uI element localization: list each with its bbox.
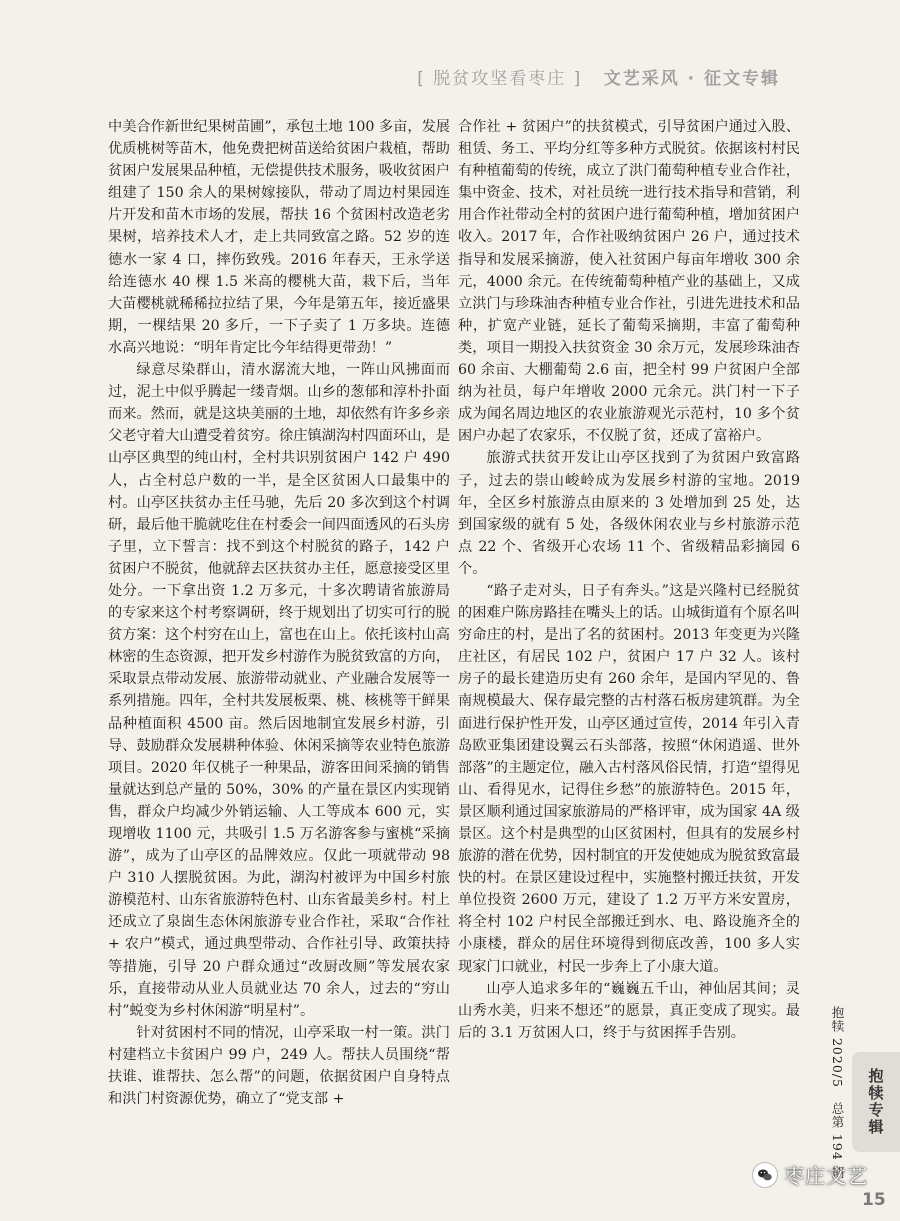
paragraph: “路子走对头，日子有奔头。”这是兴隆村已经脱贫的困难户陈房路挂在嘴头上的话。山城街道有个原名叫穷命庄的村，是出了名的贫困村。2013 年变更为兴隆庄社区，有居民 102 户，贫困户 17 户 32 人。该村房子的最长建造历史有 260 余年，是国内罕见的、鲁南规模最大、保存最完整的古村落石板房建筑群。为全面进行保护性开发，山亭区通过宣传，2014 年引入青岛欧亚集团建设翼云石头部落，按照“休闲逍遥、世外部落”的主题定位，融入古村落风俗民情，打造“望得见山、看得见水，记得住乡愁”的旅游特色。2015 年，景区顺利通过国家旅游局的严格评审，成为国家 4A 级景区。这个村是典型的山区贫困村，但具有的发展乡村旅游的潜在优势，因村制宜的开发使她成为脱贫致富最快的村。在景区建设过程中，实施整村搬迁扶贫，开发单位投资 2600 万元，建设了 1.2 万平方米安置房，将全村 102 户村民全部搬迁到水、电、路设施齐全的小康楼，群众的居住环境得到彻底改善，100 多人实现家门口就业，村民一步奔上了小康大道。	[458, 582, 800, 975]
paragraph: 合作社 + 贫困户”的扶贫模式，引导贫困户通过入股、租赁、务工、平均分红等多种方式脱贫。依据该村村民有种植葡萄的传统，成立了洪门葡萄种植专业合作社，集中资金、技术，对社员统一进行技术指导和营销，利用合作社带动全村的贫困户进行葡萄种植，增加贫困户收入。2017 年，合作社吸纳贫困户 26 户，通过技术指导和发展采摘游，使入社贫困户每亩年增收 300 余元，4000 余元。在传统葡萄种植产业的基础上，又成立洪门与珍珠油杏种植专业合作社，引进先进技术和品种，扩宽产业链，延长了葡萄采摘期，丰富了葡萄种类，项目一期投入扶贫资金 30 余万元，发展珍珠油杏 60 余亩、大棚葡萄 2.6 亩，把全村 99 户贫困户全部纳为社员，每户年增收 2000 元余元。洪门村一下子成为闻名周边地区的农业旅游观光示范村，10 多个贫困户办起了农家乐，不仅脱了贫，还成了富裕户。	[458, 119, 800, 445]
wechat-icon	[752, 1162, 778, 1188]
page-number: 15	[862, 1190, 886, 1210]
paragraph: 中美合作新世纪果树苗圃”，承包土地 100 多亩，发展优质桃树等苗木，他免费把树苗送给贫困户栽植，帮助贫困户发展果品种植，无偿提供技术服务，吸收贫困户组建了 150 余人的果树嫁接队，带动了周边村果园连片开发和苗木市场的发展，帮扶 16 个贫困村改造老劣果树，培养技术人才，走上共同致富之路。52 岁的连德水一家 4 口，摔伤致残。2016 年春天，王永学送给连德水 40 棵 1.5 米高的樱桃大苗，栽下后，当年大苗樱桃就稀稀拉拉结了果，今年是第五年，接近盛果期，一棵结果 20 多斤，一下子卖了 1 万多块。连德水高兴地说：“明年肯定比今年结得更带劲！”	[108, 119, 450, 356]
article-column-right	[458, 116, 800, 1044]
wechat-account-name: 枣庄文艺	[784, 1164, 868, 1188]
paragraph: 旅游式扶贫开发让山亭区找到了为贫困户致富路子，过去的崇山峻岭成为发展乡村游的宝地。2019 年，全区乡村旅游点由原来的 3 处增加到 25 处，达到国家级的就有 5 处，各级休闲农业与乡村旅游示范点 22 个、省级开心农场 11 个、省级精品彩摘园 6 个。	[458, 450, 800, 577]
wechat-watermark	[752, 1160, 868, 1189]
article-column-left	[108, 116, 450, 1110]
page-header	[417, 64, 780, 89]
total-issue-text: 总第 194 期	[830, 1101, 845, 1180]
issue-info	[828, 1006, 846, 1179]
side-tab-label: 抱犊专辑	[866, 1068, 885, 1136]
paragraph: 绿意尽染群山，清水潺流大地，一阵山风拂面而过，泥土中似乎腾起一缕青烟。山乡的葱郁和淳朴扑面而来。然而，就是这块美丽的土地，却依然有许多乡亲父老守着大山遭受着贫穷。徐庄镇湖沟村四面环山，是山亭区典型的纯山村，全村共识别贫困户 142 户 490 人，占全村总户数的一半，是全区贫困人口最集中的村。山亭区扶贫办主任马驰，先后 20 多次到这个村调研，最后他干脆就吃住在村委会一间四面透风的石头房子里，立下誓言：找不到这个村脱贫的路子，142 户贫困户不脱贫，他就辞去区扶贫办主任，愿意接受区里处分。一下拿出资 1.2 万多元，十多次聘请省旅游局的专家来这个村考察调研，终于规划出了切实可行的脱贫方案：这个村穷在山上，富也在山上。依托该村山高林密的生态资源，把开发乡村游作为脱贫致富的方向，采取景点带动发展、旅游带动就业、产业融合发展等一系列措施。四年，全村共发展板栗、桃、核桃等干鲜果品种植面积 4500 亩。然后因地制宜发展乡村游，引导、鼓励群众发展耕种体验、休闲采摘等农业特色旅游项目。2020 年仅桃子一种果品，游客田间采摘的销售量就达到总产量的 50%，30% 的产量在景区内实现销售，群众户均减少外销运输、人工等成本 600 元，实现增收 1100 元，共吸引 1.5 万名游客参与蜜桃“采摘游”，成为了山亭区的品牌效应。仅此一项就带动 98 户 310 人摆脱贫困。为此，湖沟村被评为中国乡村旅游模范村、山东省旅游特色村、山东省最美乡村。村上还成立了泉崮生态休闲旅游专业合作社，采取“合作社 + 农户”模式，通过典型带动、合作社引导、政策扶持等措施，引导 20 户群众通过“改厨改厕”等发展农家乐，直接带动从业人员就业达 70 余人，过去的“穷山村”蜕变为乡村休闲游“明星村”。	[108, 362, 450, 1019]
paragraph: 山亭人追求多年的“巍巍五千山，神仙居其间；灵山秀水美，归来不想还”的愿景，真正变成了现实。最后的 3.1 万贫困人口，终于与贫困挥手告别。	[458, 980, 800, 1041]
paragraph: 针对贫困村不同的情况，山亭采取一村一策。洪门村建档立卡贫困户 99 户，249 人。帮扶人员围绕“帮扶谁、谁帮扶、怎么帮”的问题，依据贫困户自身特点和洪门村资源优势，确立了“党支部 +	[108, 1024, 450, 1108]
column-title: 文艺采风 · 征文专辑	[603, 69, 780, 89]
section-title: [ 脱贫攻坚看枣庄 ]	[417, 69, 583, 89]
issue-text: 抱犊 2020/5	[830, 1006, 845, 1088]
side-tab	[852, 1052, 900, 1152]
